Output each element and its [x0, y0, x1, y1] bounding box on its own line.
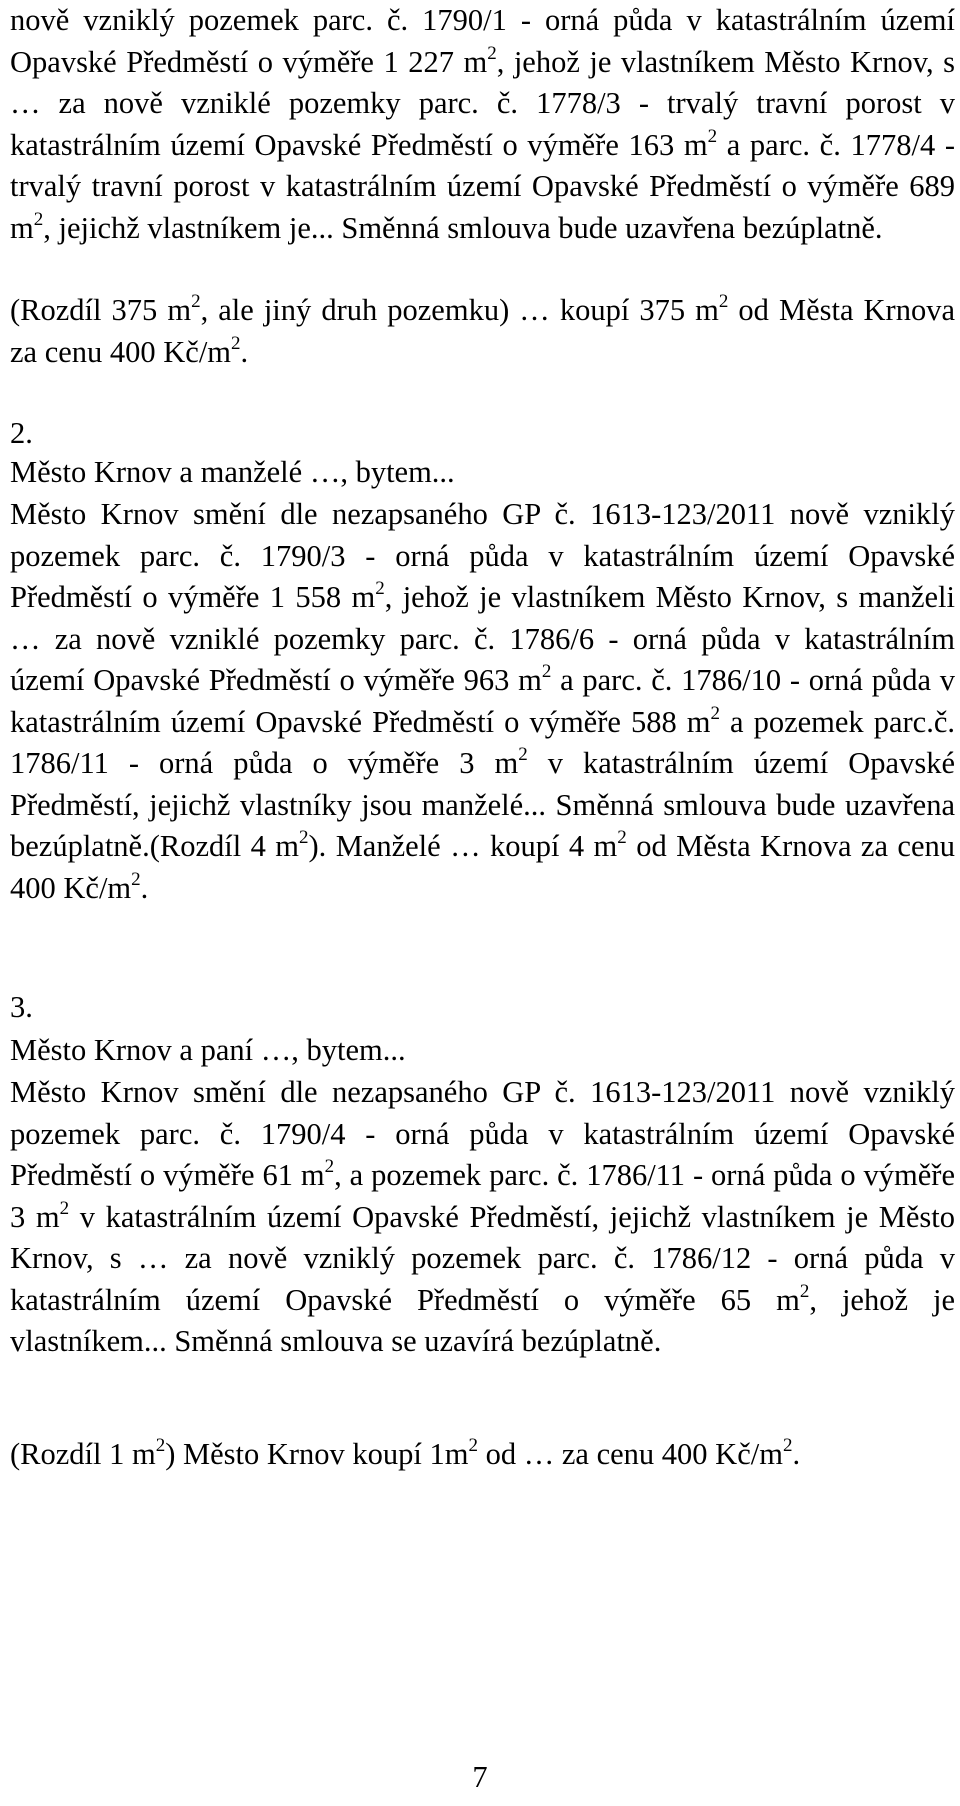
text-run: a parc. č. 1778/4 - trvalý travní porost v katastrálním území Opavské Předměstí o výměře 689 m: [10, 127, 955, 245]
text-run: od Města Krnova za cenu 400 Kč/m: [10, 293, 956, 369]
text-run: , ale jiný druh pozemku) … koupí 375 m: [200, 293, 719, 327]
paragraph-exchange-2: [10, 494, 955, 909]
text-run: ). Manželé … koupí 4 m: [308, 829, 618, 863]
text-run: , jehož je vlastníkem Město Krnov, s manželi … za nově vzniklé pozemky parc. č. 1786/6 - orná půda v katastrálním území Opavské Předměstí o výměře 963 m: [10, 580, 955, 697]
text-run: , jehož je vlastníkem... Směnná smlouva se uzavírá bezúplatně.: [10, 1282, 956, 1358]
superscript: 2: [617, 827, 627, 848]
text-run: , jehož je vlastníkem Město Krnov, s … za nově vzniklé pozemky parc. č. 1778/3 - trvalý travní porost v katastrálním území Opavské Předměstí o výměře 163 m: [10, 44, 955, 162]
superscript: 2: [131, 868, 141, 890]
superscript: 2: [518, 744, 528, 765]
text-run: v katastrálním území Opavské Předměstí, jejichž vlastníky jsou manželé... Směnná smlouva bude uzavřena bezúplatně.(Rozdíl 4 m: [10, 746, 955, 863]
text-run: , a pozemek parc. č. 1786/11 - orná půda o výměře 3 m: [10, 1158, 955, 1234]
text-run: od Města Krnova za cenu 400 Kč/m: [10, 829, 955, 905]
paragraph-exchange-1: [10, 0, 955, 249]
text-run: a pozemek parc.č. 1786/11 - orná půda o výměře 3 m: [10, 704, 955, 780]
superscript: 2: [541, 661, 552, 682]
superscript: 2: [468, 1435, 479, 1456]
section-number-3: 3.: [10, 990, 33, 1024]
text-run: a parc. č. 1786/10 - orná půda v katastrálním území Opavské Předměstí o výměře 588 m: [10, 663, 955, 739]
superscript: 2: [191, 291, 201, 312]
page-number: 7: [472, 1760, 488, 1794]
section-number-2: 2.: [10, 416, 33, 450]
text-run: ) Město Krnov koupí 1m: [165, 1437, 469, 1471]
paragraph-difference-1: [10, 290, 955, 373]
superscript: 2: [782, 1435, 793, 1456]
paragraph-difference-3: [10, 1434, 955, 1476]
superscript: 2: [299, 827, 309, 848]
superscript: 2: [487, 42, 497, 64]
superscript: 2: [231, 332, 241, 354]
text-run: (Rozdíl 375 m: [10, 293, 192, 327]
superscript: 2: [799, 1280, 810, 1302]
text-run: v katastrálním území Opavské Předměstí, jejichž vlastníkem je Město Krnov, s … za nově vzniklý pozemek parc. č. 1786/12 - orná půda v katastrálním území Opavské Předměstí o výměře 65 m: [10, 1199, 955, 1317]
superscript: 2: [710, 702, 720, 724]
text-run: .: [792, 1437, 801, 1471]
text-run: Město Krnov smění dle nezapsaného GP č. 1613-123/2011 nově vzniklý pozemek parc. č. 1790/3 - orná půda v katastrálním území Opavské Předměstí o výměře 1 558 m: [10, 497, 955, 614]
text-run: nově vzniklý pozemek parc. č. 1790/1 - orná půda v katastrálním území Opavské Předměstí o výměře 1 227 m: [10, 3, 955, 79]
superscript: 2: [155, 1435, 166, 1456]
superscript: 2: [375, 578, 385, 599]
text-run: (Rozdíl 1 m: [10, 1437, 156, 1471]
text-run: .: [240, 334, 249, 369]
superscript: 2: [324, 1156, 335, 1177]
superscript: 2: [718, 291, 729, 312]
text-run: .: [140, 870, 149, 905]
superscript: 2: [707, 125, 718, 147]
text-run: , jejichž vlastníkem je... Směnná smlouva bude uzavřena bezúplatně.: [43, 210, 883, 245]
text-run: Město Krnov smění dle nezapsaného GP č. 1613-123/2011 nově vzniklý pozemek parc. č. 1790/4 - orná půda v katastrálním území Opavské Předměstí o výměře 61 m: [10, 1075, 955, 1192]
paragraph-exchange-3: [10, 1072, 955, 1363]
superscript: 2: [59, 1197, 70, 1219]
section-2-heading: Město Krnov a manželé …, bytem...: [10, 455, 455, 489]
section-3-heading: Město Krnov a paní …, bytem...: [10, 1033, 406, 1067]
text-run: od … za cenu 400 Kč/m: [478, 1437, 783, 1471]
superscript: 2: [33, 208, 44, 230]
